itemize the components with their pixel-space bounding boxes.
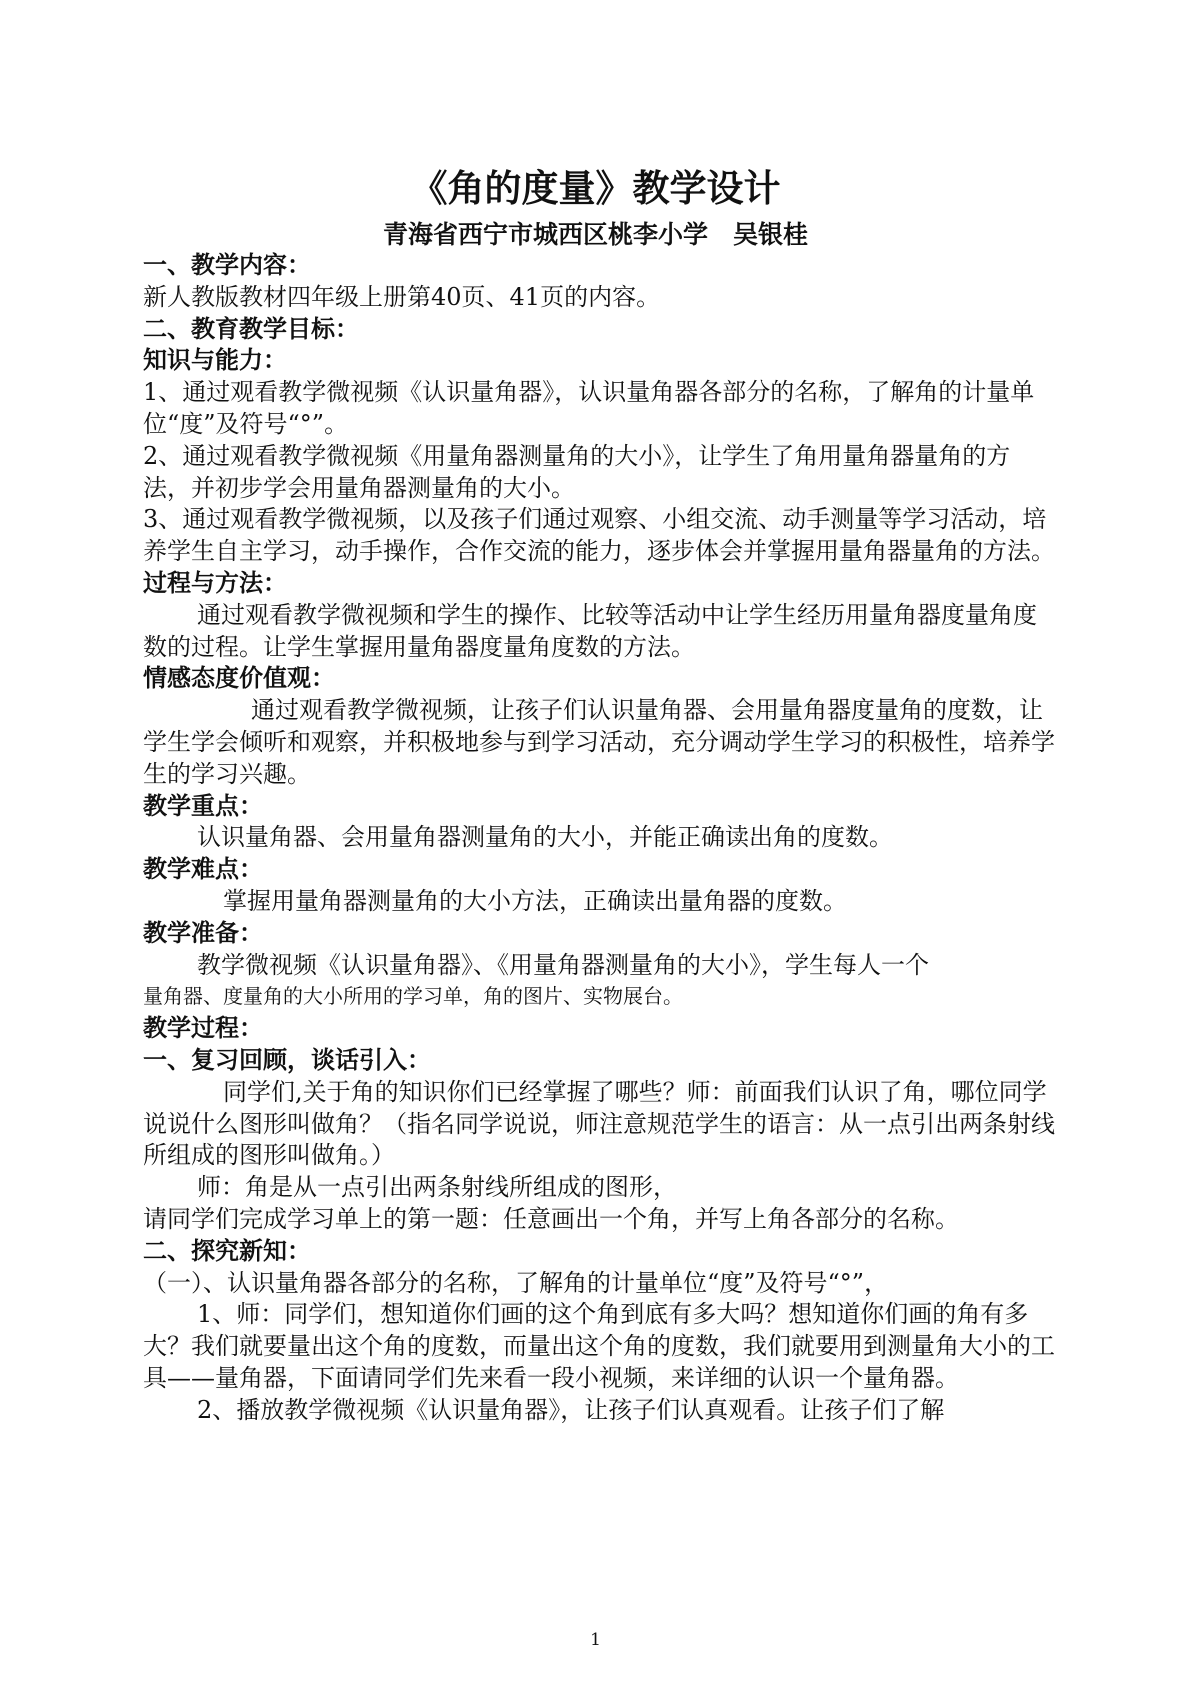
author-line: 青海省西宁市城西区桃李小学 吴银桂 — [382, 220, 808, 249]
subheading-knowledge: 知识与能力： — [143, 346, 287, 375]
knowledge-item-2: 2、通过观看教学微视频《用量角器测量角的大小》，让学生了角用量角器量角的方法，并初步学会用量角器测量角的大小。 — [143, 441, 1011, 502]
subheading-procedure: 教学过程： — [143, 1014, 263, 1043]
subheading-preparation: 教学准备： — [143, 918, 263, 947]
step-2-paragraph-1: 1、师：同学们，想知道你们画的这个角到底有多大吗？想知道你们画的角有多大？我们就要量出这个角的度数，而量出这个角的度数，我们就要用到测量角大小的工具——量角器，下面请同学们先来看一段小视频，来详细的认识一个量角器。 — [143, 1300, 1055, 1392]
page-number: 1 — [590, 1630, 601, 1650]
step-2-heading: 二、探究新知： — [143, 1236, 311, 1265]
step-1-paragraph-3: 请同学们完成学习单上的第一题：任意画出一个角，并写上角各部分的名称。 — [143, 1204, 959, 1233]
step-1-heading: 一、复习回顾，谈话引入： — [143, 1045, 431, 1074]
document-title: 《角的度量》教学设计 — [410, 167, 781, 210]
content-text: 新人教版教材四年级上册第40页、41页的内容。 — [143, 282, 661, 311]
subheading-process: 过程与方法： — [143, 568, 287, 597]
section-heading-goals: 二、教育教学目标： — [143, 314, 359, 343]
difficulty-text: 掌握用量角器测量角的大小方法，正确读出量角器的度数。 — [223, 886, 847, 915]
step-1-paragraph-2: 师：角是从一点引出两条射线所组成的图形， — [197, 1173, 677, 1202]
document-body — [143, 250, 1055, 1426]
process-text: 通过观看教学微视频和学生的操作、比较等活动中让学生经历用量角器度量角度数的过程。让学生掌握用量角器度量角度数的方法。 — [143, 600, 1037, 661]
subheading-difficulty: 教学难点： — [143, 855, 263, 884]
knowledge-item-1: 1、通过观看教学微视频《认识量角器》，认识量角器各部分的名称，了解角的计量单位“度”及符号“°”。 — [143, 378, 1035, 438]
emotion-text: 通过观看教学微视频，让孩子们认识量角器、会用量角器度量角的度数，让学生学会倾听和观察，并积极地参与到学习活动，充分调动学生学习的积极性，培养学生的学习兴趣。 — [143, 696, 1055, 788]
subheading-key-point: 教学重点： — [143, 791, 263, 820]
key-point-text: 认识量角器、会用量角器测量角的大小，并能正确读出角的度数。 — [197, 823, 893, 852]
step-2-paragraph-2: 2、播放教学微视频《认识量角器》，让孩子们认真观看。让孩子们了解 — [197, 1395, 945, 1424]
subheading-emotion: 情感态度价值观： — [143, 664, 335, 693]
step-1-paragraph-1: 同学们,关于角的知识你们已经掌握了哪些？师：前面我们认识了角，哪位同学说说什么图形叫做角？（指名同学说说，师注意规范学生的语言：从一点引出两条射线所组成的图形叫做角。） — [143, 1077, 1055, 1170]
preparation-text-line-2: 量角器、度量角的大小所用的学习单，角的图片、实物展台。 — [143, 984, 683, 1009]
knowledge-item-3: 3、通过观看教学微视频，以及孩子们通过观察、小组交流、动手测量等学习活动，培养学生自主学习，动手操作，合作交流的能力，逐步体会并掌握用量角器量角的方法。 — [143, 505, 1055, 566]
preparation-text-line-1: 教学微视频《认识量角器》、《用量角器测量角的大小》，学生每人一个 — [197, 950, 929, 979]
step-2-subheading: （一）、认识量角器各部分的名称，了解角的计量单位“度”及符号“°”， — [143, 1268, 889, 1297]
section-heading-content: 一、教学内容： — [143, 251, 311, 279]
